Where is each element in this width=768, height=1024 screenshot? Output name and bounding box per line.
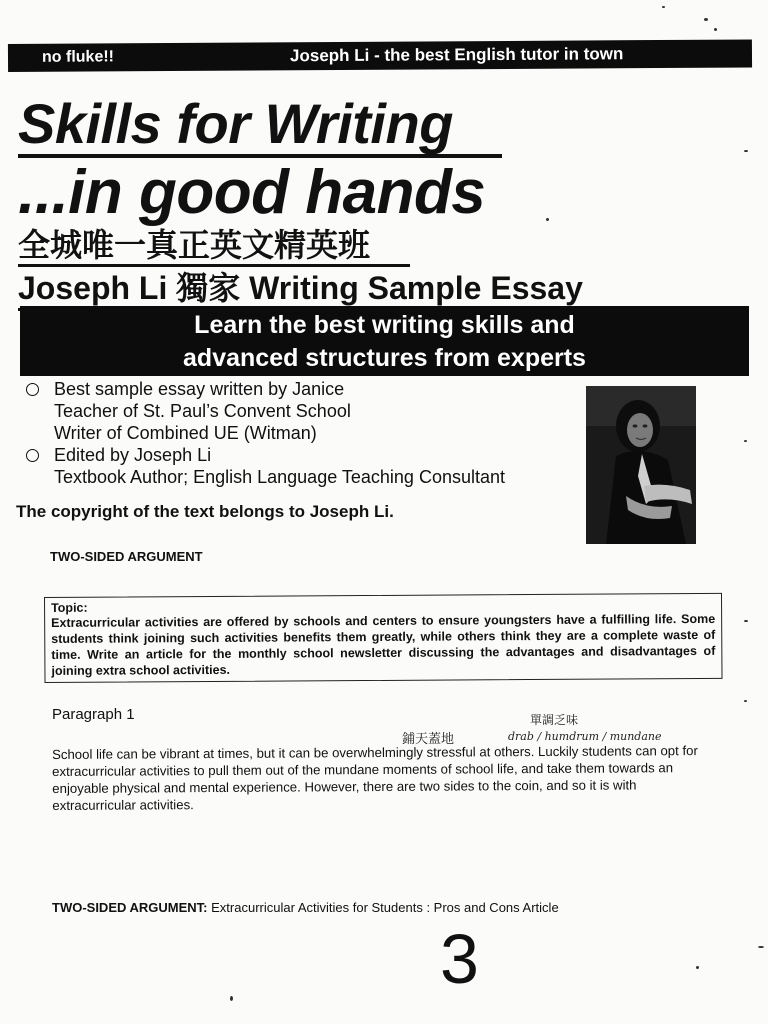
scan-speck [744,150,748,152]
editor-line: Edited by Joseph Li [54,445,212,465]
author-line: Best sample essay written by Janice [54,379,345,399]
header-bar [8,39,752,72]
circle-bullet-icon [26,383,39,396]
footer-label: TWO-SIDED ARGUMENT: [52,900,208,915]
author-role: Writer of Combined UE (Witman) [54,423,317,443]
banner-line-1: Learn the best writing skills and [194,311,575,339]
footer-text: Extracurricular Activities for Students : Pros and Cons Article [211,900,559,915]
scan-speck [744,700,747,702]
author-school: Teacher of St. Paul’s Convent School [54,401,351,421]
scan-speck [744,440,747,442]
credits [26,378,586,488]
header-tagline: Joseph Li - the best English tutor in town [289,44,624,66]
scan-speck [758,946,764,948]
topic-box [44,593,723,683]
circle-bullet-icon [26,449,39,462]
sample-essay-title: Joseph Li 獨家 Writing Sample Essay [18,268,648,311]
page-number: 3 [440,920,479,998]
header-slogan: no fluke!! [41,48,115,66]
chinese-title: 全城唯一真正英文精英班 [18,226,410,267]
paragraph-label: Paragraph 1 [52,706,135,723]
handwritten-note: 鋪天蓋地 [402,732,455,747]
scan-speck [744,620,748,622]
editor-role: Textbook Author; English Language Teaching Consultant [54,467,505,487]
scan-speck [704,18,708,21]
scan-speck [696,966,699,969]
learn-banner [20,306,749,376]
author-photo [586,386,696,544]
banner-line-2: advanced structures from experts [183,344,586,372]
footer [52,900,559,915]
section-label: TWO-SIDED ARGUMENT [50,549,203,564]
editor-credit [26,444,586,488]
subtitle: ...in good hands [18,158,486,227]
copyright-notice: The copyright of the text belongs to Joseph Li. [16,502,394,521]
scan-speck [230,996,233,1001]
handwritten-note: 單調乏味 [530,713,579,727]
topic-label: Topic: [51,600,88,615]
paragraph-text: School life can be vibrant at times, but it can be overwhelmingly stressful at others. Luckily students can opt for extracurricular activities to pull them out of the mundane moments of school life, and take them towards an enjoyable physical and mental experience. However, there are two sides to the coin, and so it is with extracurricular activities. [52,743,698,813]
main-title: Skills for Writing [18,96,502,158]
scan-speck [546,218,549,221]
scan-speck [714,28,717,31]
scan-speck [662,6,665,8]
author-credit [26,378,586,444]
handwritten-note: drab / humdrum / mundane [508,730,662,743]
topic-text: Extracurricular activities are offered by schools and centers to ensure youngsters have a fulfilling life. Some students think joining such activities benefits them greatly, while others think they are a complete waste of time. Write an article for the monthly school newsletter discussing the advantages and disadvantages of joining extra school activities. [51,611,716,678]
